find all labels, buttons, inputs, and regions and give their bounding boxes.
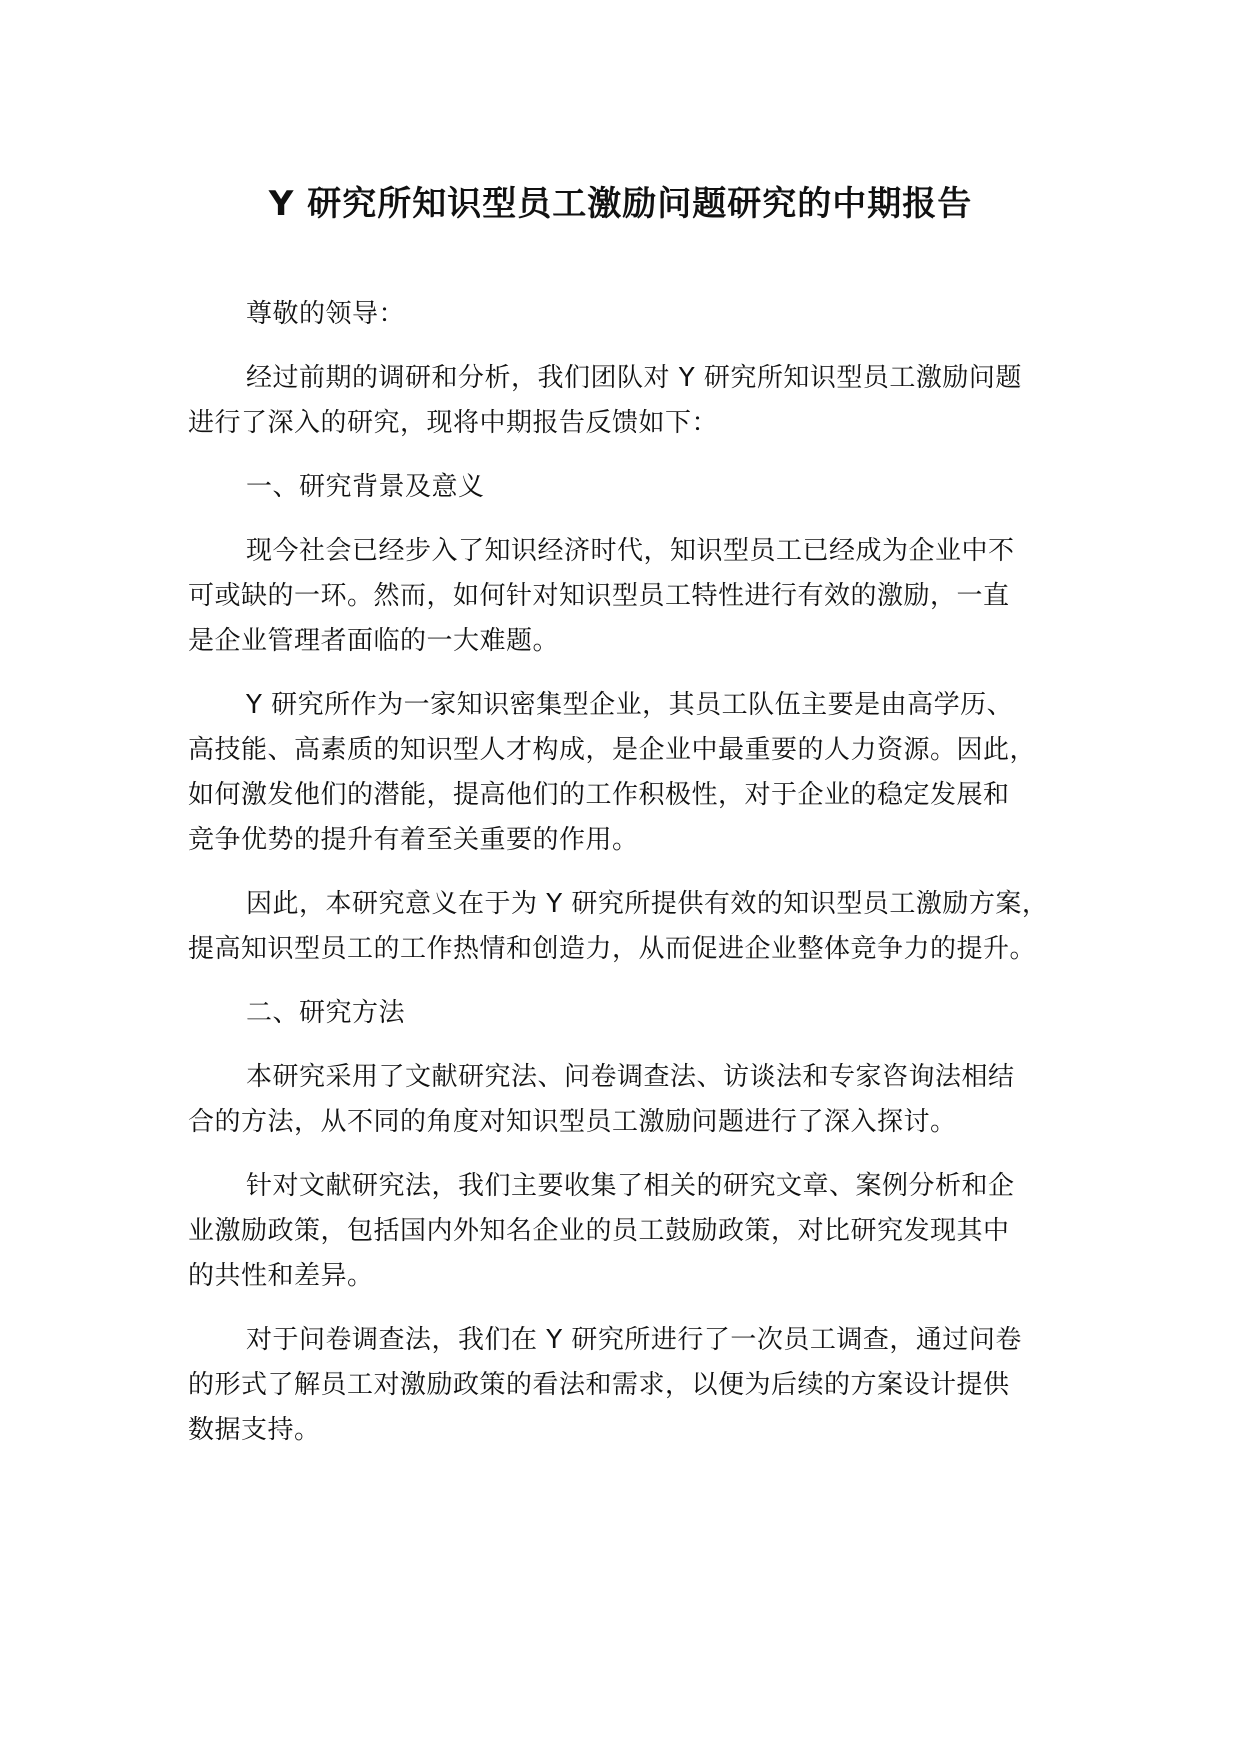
paragraph-background-1 <box>188 529 1088 664</box>
paragraph-line: 业激励政策，包括国内外知名企业的员工鼓励政策，对比研究发现其中 <box>188 1216 1010 1246</box>
document-title: Y 研究所知识型员工激励问题研究的中期报告 <box>268 184 973 224</box>
section-heading: 二、研究方法 <box>246 998 406 1028</box>
section-heading: 一、研究背景及意义 <box>246 472 485 502</box>
paragraph-line: 提高知识型员工的工作热情和创造力，从而促进企业整体竞争力的提升。 <box>188 934 1037 964</box>
paragraph-line: 现今社会已经步入了知识经济时代，知识型员工已经成为企业中不 <box>246 536 1015 566</box>
paragraph-line: 是企业管理者面临的一大难题。 <box>188 626 560 656</box>
paragraph-line: Y 研究所作为一家知识密集型企业，其员工队伍主要是由高学历、 <box>246 690 1014 720</box>
paragraph-survey <box>188 1318 1088 1453</box>
paragraph-line: 竞争优势的提升有着至关重要的作用。 <box>188 825 639 855</box>
paragraph-methods <box>188 1055 1088 1145</box>
paragraph-intro <box>188 356 1088 446</box>
paragraph-significance <box>188 882 1088 972</box>
paragraph-line: 如何激发他们的潜能，提高他们的工作积极性，对于企业的稳定发展和 <box>188 780 1010 810</box>
document-body <box>188 292 1088 1472</box>
section-heading-methods <box>188 991 1088 1036</box>
paragraph-line: 经过前期的调研和分析，我们团队对 Y 研究所知识型员工激励问题 <box>246 363 1022 393</box>
paragraph-line: 高技能、高素质的知识型人才构成，是企业中最重要的人力资源。因此， <box>188 735 1037 765</box>
paragraph-salutation <box>188 292 1088 337</box>
paragraph-line: 合的方法，从不同的角度对知识型员工激励问题进行了深入探讨。 <box>188 1107 957 1137</box>
paragraph-background-2 <box>188 683 1088 863</box>
paragraph-line: 因此，本研究意义在于为 Y 研究所提供有效的知识型员工激励方案， <box>246 889 1049 919</box>
paragraph-line: 尊敬的领导： <box>246 299 406 329</box>
paragraph-literature <box>188 1164 1088 1299</box>
paragraph-line: 对于问卷调查法，我们在 Y 研究所进行了一次员工调查，通过问卷 <box>246 1325 1022 1355</box>
paragraph-line: 可或缺的一环。然而，如何针对知识型员工特性进行有效的激励，一直 <box>188 581 1010 611</box>
paragraph-line: 的共性和差异。 <box>188 1261 374 1291</box>
section-heading-background <box>188 465 1088 510</box>
paragraph-line: 数据支持。 <box>188 1415 321 1445</box>
paragraph-line: 针对文献研究法，我们主要收集了相关的研究文章、案例分析和企 <box>246 1171 1015 1201</box>
paragraph-line: 的形式了解员工对激励政策的看法和需求，以便为后续的方案设计提供 <box>188 1370 1010 1400</box>
paragraph-line: 进行了深入的研究，现将中期报告反馈如下： <box>188 408 719 438</box>
paragraph-line: 本研究采用了文献研究法、问卷调查法、访谈法和专家咨询法相结 <box>246 1062 1015 1092</box>
